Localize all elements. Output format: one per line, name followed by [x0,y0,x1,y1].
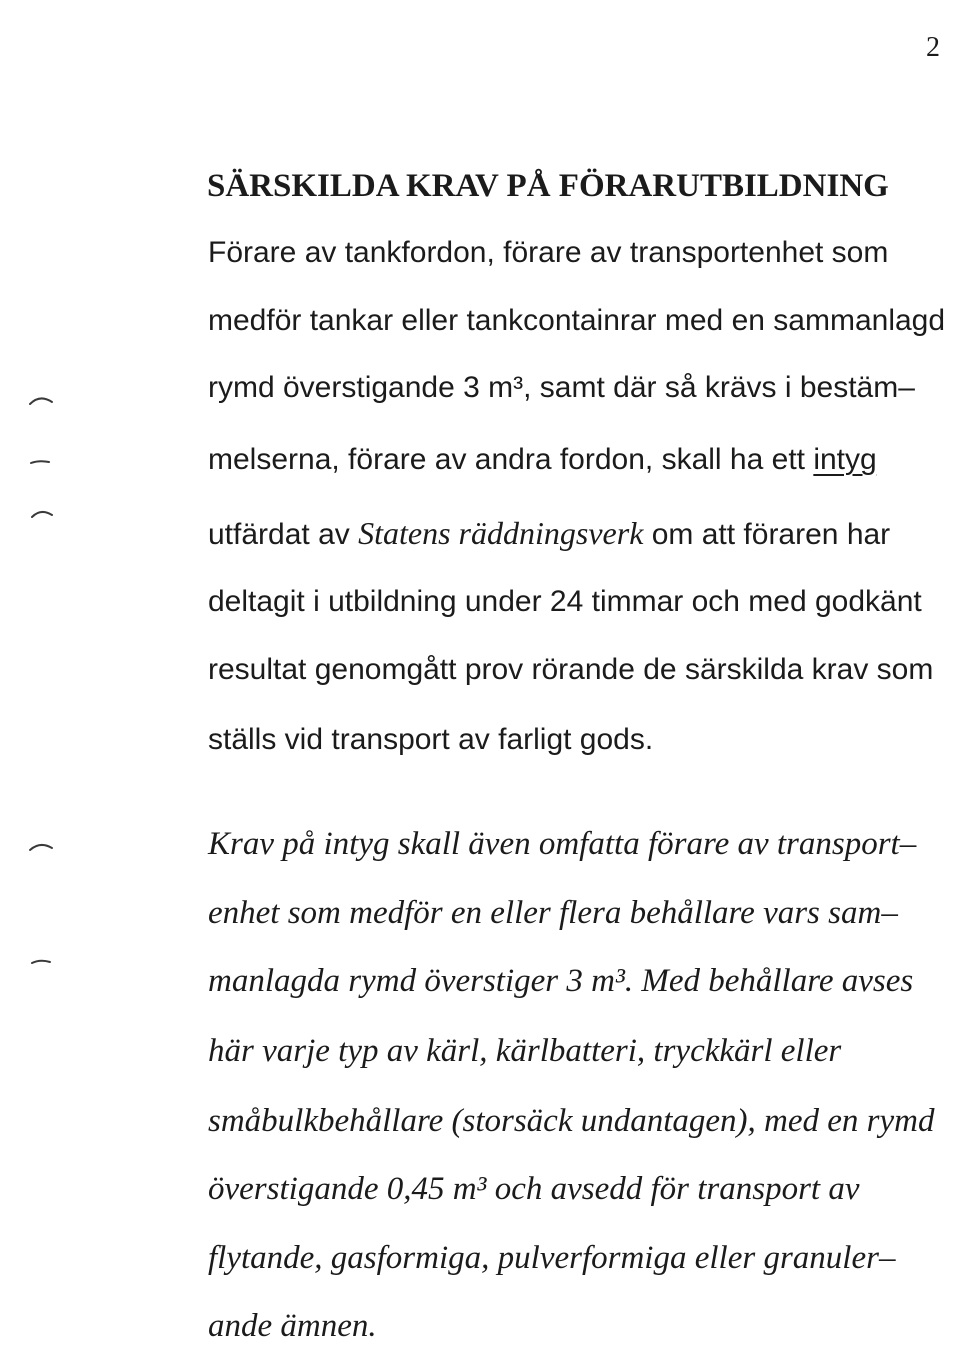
paragraph-1-line [208,513,890,553]
margin-mark [28,393,54,407]
line-text: melserna, förare av andra fordon, skall ha ett [208,443,814,476]
paragraph-2-line: enhet som medför en eller flera behållare vars sam– [208,895,898,931]
paragraph-1-line: ställs vid transport av farligt gods. [208,723,654,756]
paragraph-1-line: resultat genomgått prov rörande de särskilda krav som [208,653,934,686]
paragraph-2-line: ande ämnen. [208,1308,377,1344]
paragraph-1-line [208,440,877,480]
paragraph-2-line: Krav på intyg skall även omfatta förare av transport– [208,826,917,862]
line-text: om att föraren har [643,518,891,551]
paragraph-1-line: Förare av tankfordon, förare av transportenhet som [208,236,889,269]
paragraph-2-line: småbulkbehållare (storsäck undantagen), med en rymd [208,1103,935,1139]
paragraph-2-line: överstigande 0,45 m³ och avsedd för transport av [208,1171,860,1207]
paragraph-1-line: deltagit i utbildning under 24 timmar och med godkänt [208,585,922,618]
page-number: 2 [926,32,940,63]
line-text: utfärdat av [208,518,359,551]
margin-mark [30,957,52,967]
margin-mark [29,458,51,466]
paragraph-2-line: flytande, gasformiga, pulverformiga eller granuler– [208,1240,896,1276]
section-heading: SÄRSKILDA KRAV PÅ FÖRARUTBILDNING [207,168,889,204]
agency-name: Statens räddningsverk [358,515,644,551]
paragraph-1-line: rymd överstigande 3 m³, samt där så krävs i bestäm– [208,371,915,404]
margin-mark [30,507,54,519]
underlined-term: intyg [813,443,877,476]
paragraph-2-line: manlagda rymd överstiger 3 m³. Med behållare avses [208,963,914,999]
paragraph-1-line: medför tankar eller tankcontainrar med en sammanlagd [208,304,946,337]
paragraph-2-line: här varje typ av kärl, kärlbatteri, tryckkärl eller [208,1033,842,1069]
margin-mark [28,840,54,852]
